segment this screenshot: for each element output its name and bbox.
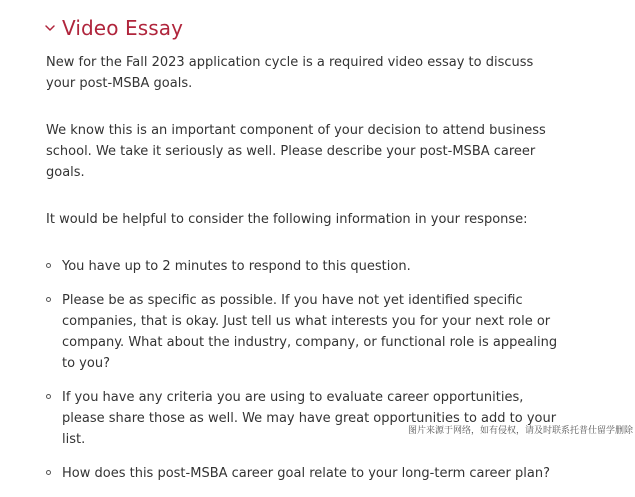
intro-paragraph: New for the Fall 2023 application cycle is a required video essay to discuss your post-MSBA goals. xyxy=(46,55,534,91)
list-item-text: If you have any criteria you are using to evaluate career opportunities, please share those as well. We may have great opportunities to add to your list. xyxy=(62,390,557,447)
bullet-circle-icon xyxy=(46,263,51,268)
lead-in-paragraph: It would be helpful to consider the following information in your response: xyxy=(46,212,528,227)
accordion-header[interactable] xyxy=(44,14,183,42)
list-item xyxy=(46,290,560,374)
list-item xyxy=(46,256,560,277)
bullet-circle-icon xyxy=(46,297,51,302)
list-item xyxy=(46,387,560,450)
section-title: Video Essay xyxy=(62,16,184,40)
chevron-down-icon[interactable] xyxy=(44,22,56,34)
bullet-circle-icon xyxy=(46,394,51,399)
list-item xyxy=(46,463,560,484)
list-item-text: How does this post-MSBA career goal relate to your long-term career plan? xyxy=(62,466,550,481)
list-item-text: Please be as specific as possible. If you have not yet identified specific companies, that is okay. Just tell us what interests you for your next role or company. What about the industry, company, or functional role is appealing to you? xyxy=(62,293,558,371)
list-item-text: You have up to 2 minutes to respond to this question. xyxy=(62,259,411,274)
context-paragraph: We know this is an important component of your decision to attend business school. We take it seriously as well. Please describe your post-MSBA career goals. xyxy=(46,123,546,180)
watermark-text: 图片来源于网络，如有侵权，请及时联系托普仕留学删除 xyxy=(407,426,633,436)
bullet-circle-icon xyxy=(46,470,51,475)
guidance-list xyxy=(46,256,560,484)
